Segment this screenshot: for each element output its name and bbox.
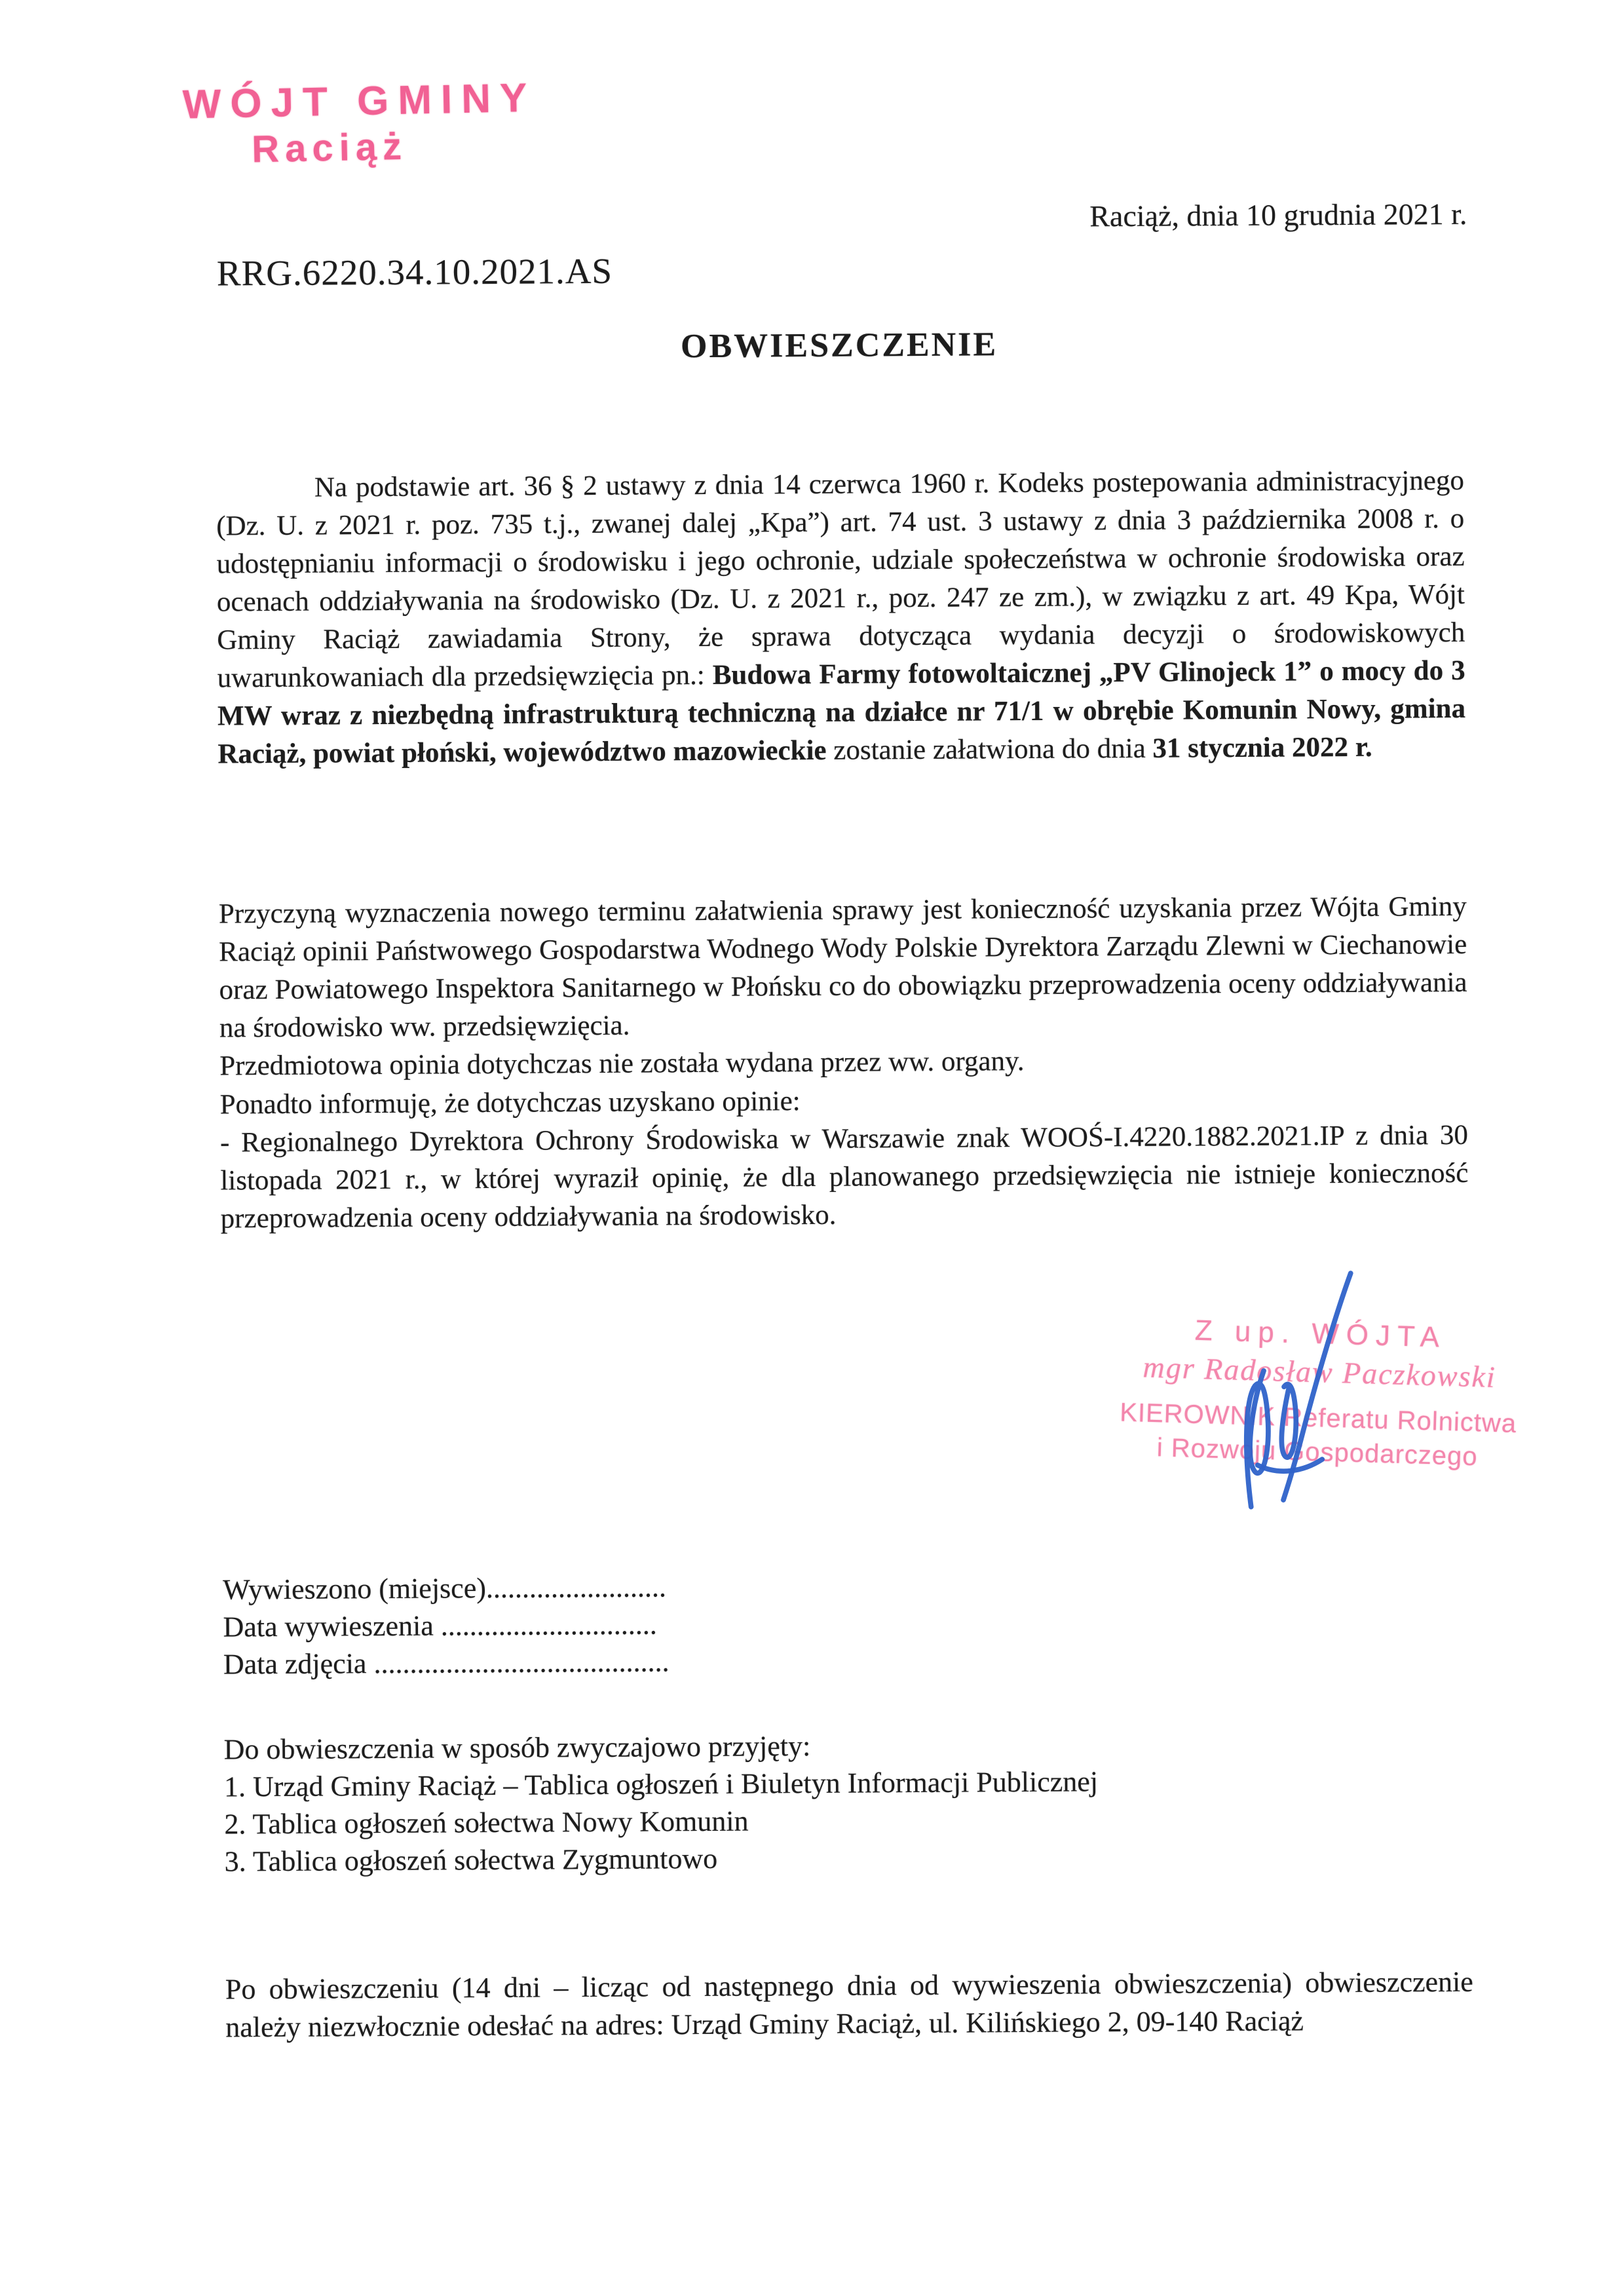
project-name-bold: Budowa Farmy fotowoltaicznej „PV Glinojeck 1” o mocy do 3 MW wraz z niezbędną infrastrukturą techniczną na działce nr 71/1 w obrębie Komunin Nowy, gmina Raciąż, powiat płoński, województwo mazowieckie [217, 655, 1466, 770]
legal-basis-middle: zostanie załatwiona do dnia [826, 733, 1153, 766]
distribution-intro: Do obwieszczenia w sposób zwyczajowo przyjęty: [223, 1730, 811, 1766]
opinions-intro: Ponadto informuję, że dotychczas uzyskano opinie: [219, 1086, 801, 1120]
paragraph-reason [219, 888, 1468, 1086]
legal-basis-lead: Na podstawie art. 36 § 2 ustawy z dnia 14 czerwca 1960 r. Kodeks postepowania administracyjnego (Dz. U. z 2021 r. poz. 735 t.j., zwanej dalej „Kpa”) art. 74 ust. 3 ustawy z dnia 3 października 2008 r. o udostępnianiu informacji o środowisku i jego ochronie, udziale społeczeństwa w ochronie środowiska oraz ocenach oddziaływania na środowisko (Dz. U. z 2021 r., poz. 247 ze zm.), w związku z art. 49 Kpa, Wójt Gminy Raciąż zawiadamia Strony, że sprawa dotycząca wydania decyzji o środowiskowych uwarunkowaniach dla przedsięwzięcia pn.: [216, 465, 1465, 694]
signature-stamp-role: Z up. WÓJTA [1194, 1314, 1447, 1354]
signature-stamp-title1: KIEROWNIK Referatu Rolnictwa [1119, 1398, 1517, 1438]
case-reference-number: RRG.6220.34.10.2021.AS [216, 250, 613, 294]
document-title: OBWIESZCZENIE [680, 326, 998, 366]
removal-date-line: Data zdjęcia ......................................... [223, 1645, 670, 1681]
authority-stamp-line1: WÓJT GMINY [182, 75, 537, 128]
signature-scribble [1215, 1269, 1367, 1512]
place-and-date: Raciąż, dnia 10 grudnia 2021 r. [1089, 197, 1467, 233]
reason-note: Przedmiotowa opinia dotychczas nie została wydana przez ww. organy. [219, 1046, 1025, 1082]
signature-stamp-name: mgr Radosław Paczkowski [1142, 1350, 1497, 1394]
distribution-block [223, 1725, 1098, 1880]
distribution-item: 1. Urząd Gminy Raciąż – Tablica ogłoszeń i Biuletyn Informacji Publicznej [223, 1765, 1099, 1803]
opinion-item: - Regionalnego Dyrektora Ochrony Środowiska w Warszawie znak WOOŚ-I.4220.1882.2021.IP z dnia 30 listopada 2021 r., w której wyraził opinię, że dla planowanego przedsięwzięcia nie istnieje konieczność przeprowadzenia oceny oddziaływania na środowisko. [219, 1119, 1469, 1234]
posting-block [223, 1568, 670, 1683]
paragraph-legal-basis [216, 462, 1466, 774]
posting-place-line: Wywieszono (miejsce)......................... [223, 1571, 667, 1606]
deadline-bold: 31 stycznia 2022 r. [1152, 731, 1372, 764]
reason-text: Przyczyną wyznaczenia nowego terminu załatwienia sprawy jest konieczność uzyskania przez Wójta Gminy Raciąż opinii Państwowego Gospodarstwa Wodnego Wody Polskie Dyrektora Zarządu Zlewni w Ciechanowie oraz Powiatowego Inspektora Sanitarnego w Płońsku co do obowiązku przeprowadzenia oceny oddziaływania na środowisko ww. przedsięwzięcia. [218, 890, 1467, 1044]
return-instruction-note: Po obwieszczeniu (14 dni – licząc od następnego dnia od wywieszenia obwieszczenia) obwieszczenie należy niezwłocznie odesłać na adres: Urząd Gminy Raciąż, ul. Kilińskiego 2, 09-140 Raciąż [225, 1965, 1474, 2044]
distribution-item: 2. Tablica ogłoszeń sołectwa Nowy Komunin [224, 1805, 749, 1841]
authority-stamp [182, 77, 537, 172]
distribution-item: 3. Tablica ogłoszeń sołectwa Zygmuntowo [224, 1842, 718, 1878]
signature-stamp-title2: i Rozwoju Gospodarczego [1156, 1433, 1479, 1472]
authority-stamp-line2: Raciąż [251, 124, 408, 171]
posting-date-line: Data wywieszenia .............................. [223, 1608, 657, 1643]
paragraph-opinions [219, 1079, 1468, 1238]
